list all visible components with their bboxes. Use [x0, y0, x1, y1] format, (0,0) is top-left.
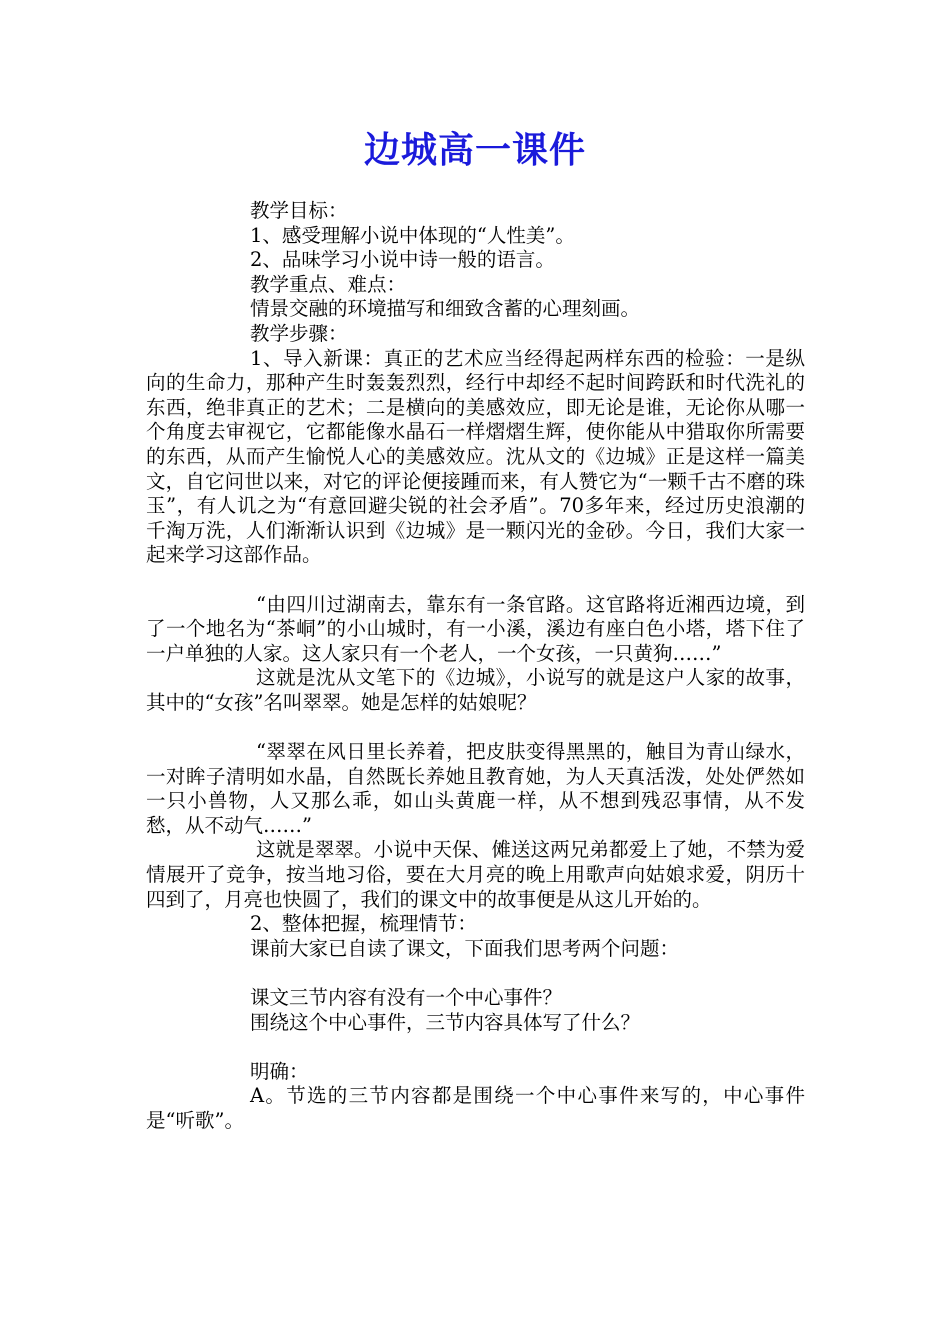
- paragraph: 课前大家已自读了课文，下面我们思考两个问题：: [250, 936, 680, 960]
- document-body: [146, 199, 805, 1134]
- document-title: 边城高一课件: [363, 130, 586, 171]
- paragraph: 1、导入新课：真正的艺术应当经得起两样东西的检验：一是纵向的生命力，那种产生时轰轰烈烈，经行中却经不起时间跨跃和时代洗礼的东西，绝非真正的艺术；二是横向的美感效应，即无论是谁，无论你从哪一个角度去审视它，它都能像水晶石一样熠熠生辉，使你能从中猎取你所需要的东西，从而产生愉悦人心的美感效应。沈从文的《边城》正是这样一篇美文，自它问世以来，对它的评论便接踵而来，有人赞它为“一颗千古不磨的珠玉”，有人讥之为“有意回避尖锐的社会矛盾”。70多年来，经过历史浪潮的千淘万洗，人们渐渐认识到《边城》是一颗闪光的金砂。今日，我们大家一起来学习这部作品。: [146, 346, 805, 567]
- paragraph: 情景交融的环境描写和细致含蓄的心理刻画。: [250, 297, 641, 321]
- blank-line: [146, 568, 805, 593]
- paragraph: 围绕这个中心事件，三节内容具体写了什么？: [250, 1010, 641, 1034]
- paragraph: 课文三节内容有没有一个中心事件？: [250, 986, 563, 1009]
- paragraph: 2、品味学习小说中诗一般的语言。: [250, 248, 555, 272]
- paragraph: 这就是沈从文笔下的《边城》，小说写的就是这户人家的故事，其中的“女孩”名叫翠翠。她是怎样的姑娘呢？: [146, 666, 805, 714]
- paragraph: A。节选的三节内容都是围绕一个中心事件来写的，中心事件是“听歌”。: [146, 1084, 805, 1132]
- paragraph: 教学目标：: [250, 199, 348, 222]
- blank-line: [146, 715, 805, 740]
- paragraph: 这就是翠翠。小说中天保、傩送这两兄弟都爱上了她，不禁为爱情展开了竞争，按当地习俗，要在大月亮的晚上用歌声向姑娘求爱，阴历十四到了，月亮也快圆了，我们的课文中的故事便是从这儿开始的。: [146, 838, 805, 911]
- paragraph: “翠翠在风日里长养着，把皮肤变得黑黑的，触目为青山绿水，一对眸子清明如水晶，自然既长养她且教育她，为人天真活泼，处处俨然如一只小兽物，人又那么乖，如山头黄鹿一样，从不想到残忍事情，从不发愁，从不动气……”: [146, 740, 805, 837]
- paragraph: 明确：: [250, 1059, 309, 1083]
- paragraph: “由四川过湖南去，靠东有一条官路。这官路将近湘西边境，到了一个地名为“茶峒”的小山城时，有一小溪，溪边有座白色小塔，塔下住了一户单独的人家。这人家只有一个老人，一个女孩，一只黄狗……”: [146, 592, 805, 665]
- paragraph: 2、整体把握，梳理情节：: [250, 912, 477, 936]
- paragraph: 1、感受理解小说中体现的“人性美”。: [250, 223, 575, 247]
- blank-line: [146, 1035, 805, 1060]
- blank-line: [146, 961, 805, 986]
- paragraph: 教学步骤：: [250, 321, 348, 345]
- paragraph: 教学重点、难点：: [250, 272, 407, 296]
